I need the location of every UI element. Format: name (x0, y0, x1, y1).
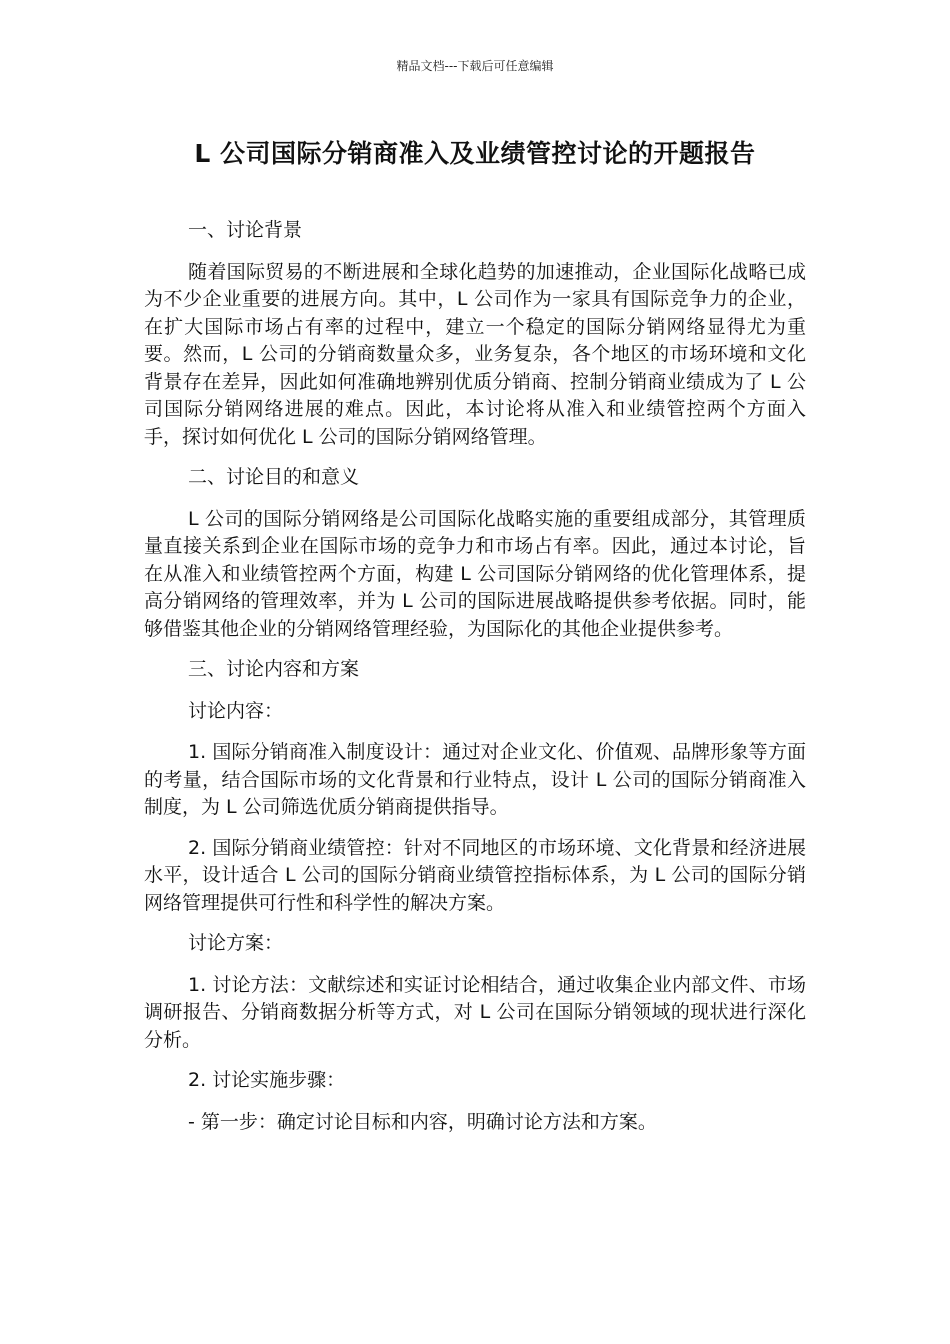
section-heading-content-plan: 三、讨论内容和方案 (188, 658, 360, 680)
paragraph-background: 随着国际贸易的不断进展和全球化趋势的加速推动，企业国际化战略已成为不少企业重要的进展方向。其中，L 公司作为一家具有国际竞争力的企业，在扩大国际市场占有率的过程中，建立一个稳定的国际分销网络显得尤为重要。然而，L 公司的分销商数量众多，业务复杂，各个地区的市场环境和文化背景存在差异，因此如何准确地辨别优质分销商、控制分销商业绩成为了 L 公司国际分销网络进展的难点。因此，本讨论将从准入和业绩管控两个方面入手，探讨如何优化 L 公司的国际分销网络管理。 (144, 260, 806, 448)
section-heading-purpose: 二、讨论目的和意义 (188, 466, 360, 488)
paragraph-content-item-2: 2. 国际分销商业绩管控：针对不同地区的市场环境、文化背景和经济进展水平，设计适合 L 公司的国际分销商业绩管控指标体系，为 L 公司的国际分销网络管理提供可行性和科学性的解决方案。 (144, 836, 806, 914)
paragraph-plan-item-2: 2. 讨论实施步骤： (188, 1069, 346, 1091)
paragraph-purpose: L 公司的国际分销网络是公司国际化战略实施的重要组成部分，其管理质量直接关系到企业在国际市场的竞争力和市场占有率。因此，通过本讨论，旨在从准入和业绩管控两个方面，构建 L 公司国际分销网络的优化管理体系，提高分销网络的管理效率，并为 L 公司的国际进展战略提供参考依据。同时，能够借鉴其他企业的分销网络管理经验，为国际化的其他企业提供参考。 (144, 507, 806, 640)
paragraph-content-item-1: 1. 国际分销商准入制度设计：通过对企业文化、价值观、品牌形象等方面的考量，结合国际市场的文化背景和行业特点，设计 L 公司的国际分销商准入制度，为 L 公司筛选优质分销商提供指导。 (144, 741, 806, 818)
paragraph-plan-item-1: 1. 讨论方法：文献综述和实证讨论相结合，通过收集企业内部文件、市场调研报告、分销商数据分析等方式，对 L 公司在国际分销领域的现状进行深化分析。 (144, 973, 806, 1051)
subheading-research-content: 讨论内容： (188, 699, 284, 722)
section-heading-background: 一、讨论背景 (188, 219, 303, 241)
document-body (144, 217, 806, 1149)
document-title: L 公司国际分销商准入及业绩管控讨论的开题报告 (194, 139, 756, 168)
page-header: 精品文档---下载后可任意编辑 (396, 59, 554, 73)
subheading-research-plan: 讨论方案： (188, 932, 284, 954)
paragraph-step-1: - 第一步：确定讨论目标和内容，明确讨论方法和方案。 (188, 1110, 657, 1133)
